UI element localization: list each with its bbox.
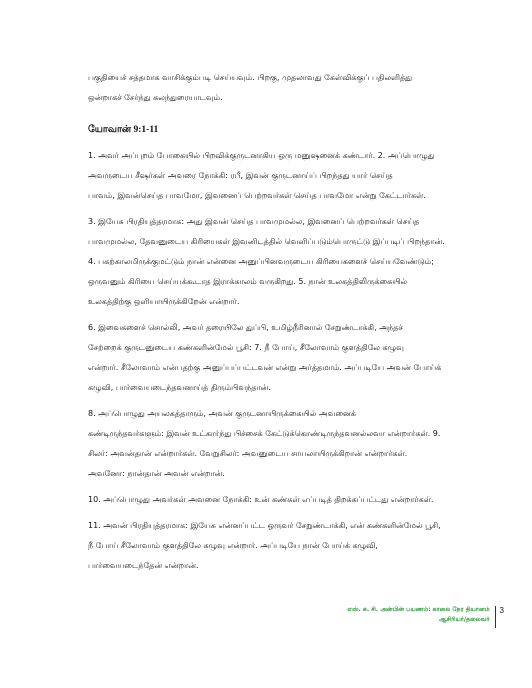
verse-line: 8. அப்பொழுது அயலகத்தாரும், அவன் குருடனாயிருக்கையில் அவனைக் [88,409,356,418]
verse-line: கழுவி, பார்வையடைந்தவனாய்த் திரும்பிவந்தான். [88,383,271,392]
verse-line: சிலர்: அவன்தான் என்றார்கள். வேறுசிலர்: அவனுடைய சாயலாயிருக்கிறான் என்றார்கள். [88,449,408,458]
verse-line: பார்வையடைந்தேன் என்றான். [88,561,199,570]
verse-line: 3. இயேசு பிரதியுத்தரமாக: அது இவன் செய்த பாவமுமல்ல, இவனைப் பெற்றவர்கள் செய்த [88,217,420,226]
scripture-reference-heading: யோவான் 9:1-11 [88,125,159,135]
verse-line: 1. அவர் அப்புறம் போகையில் பிறவிக்குருடனாகிய ஒரு மனுஷனைக் கண்டார். 2. அப்பொழுது [88,151,435,160]
intro-line: ஒன்றாகச் சேர்ந்து கலந்துரையாடவும். [88,93,223,102]
verse-line: நீ போய் சீலோவாம் குளத்திலே கழுவு என்றார். அப்படியே நான் போய்க் கழுவி, [88,541,378,550]
page-content [88,68,488,582]
verse-paragraph [88,318,488,398]
verse-line: 4. பகற்காலமிருக்குமட்டும் நான் என்னை அனுப்பினவருடைய கிரியைகளைச் செய்யவேண்டும்; [88,257,434,266]
verse-paragraph [88,490,488,510]
footer-series-title: எஸ். சு. சி. அன்பின் பயணம்: காலை நேர தியானம் [347,606,490,613]
intro-instructions [88,68,488,108]
verse-line: அவனோ: நான்தான் அவன் என்றான். [88,469,225,478]
verse-line: அவருடைய சீஷர்கள் அவரை நோக்கி: ரபீ, இவன் குருடனாய்ப் பிறந்தது யார் செய்த [88,171,393,180]
verse-line: 11. அவன் பிரதியுத்தரமாக: இயேசு என்னப்பட்ட ஒருவர் சேறுண்டாக்கி, என் கண்களின்மேல் பூசி, [88,521,441,530]
footer-audience-label: ஆசிரியர்/தலைவர் [439,616,490,623]
verse-line: உலகத்திற்கு ஒளியாயிருக்கிறேன் என்றார். [88,297,240,306]
page-footer [347,605,504,628]
page-number: 3 [499,606,504,615]
verse-line: பாவமுமல்ல, தேவனுடைய கிரியைகள் இவனிடத்தில் வெளிப்படும்பொருட்டு இப்படிப் பிறந்தான். [88,237,445,246]
footer-divider [495,606,496,628]
verse-line: சேற்றைக் குருடனுடைய கண்களின்மேல் பூசி: 7. நீ போய், சீலோவாம் குளத்திலே கழுவு [88,343,404,352]
intro-line: பகுதியைச் சத்தமாக வாசிக்கும்படி செய்யவும். பிறகு, முதலாவது கேள்விக்குப் பதிலளித்து [88,73,413,82]
verse-line: 6. இவைகளைச் சொல்லி, அவர் தரையிலே துப்பி, உமிழ்நீரினால் சேறுண்டாக்கி, அந்தச் [88,323,403,332]
verse-line: ஒருவனும் கிரியை செய்யக்கூடாத இராக்காலம் வருகிறது. 5. நான் உலகத்திலிருக்கையில் [88,277,408,286]
footer-title [347,605,494,625]
verse-line: 10. அப்பொழுது அவர்கள் அவனை நோக்கி: உன் கண்கள் எப்படித் திறக்கப்பட்டது என்றார்கள். [88,495,434,504]
verse-line: என்றார். சீலோவாம் என்பதற்கு அனுப்பப்பட்டவன் என்று அர்த்தமாம். அப்படியே அவன் போய்க் [88,363,442,372]
verse-line: கண்டிருந்தவர்களும்: இவன் உட்கார்ந்து பிச்சைக் கேட்டுக்கொண்டிருந்தவனல்லவா என்றார்கள். 9. [88,429,441,438]
verse-paragraph [88,146,488,206]
verse-paragraph [88,516,488,576]
verse-line: பாவம், இவன்செய்த பாவமோ, இவனைப் பெற்றவர்கள் செய்த பாவமோ என்று கேட்டார்கள். [88,191,426,200]
verse-paragraph [88,212,488,312]
verse-paragraph [88,404,488,484]
